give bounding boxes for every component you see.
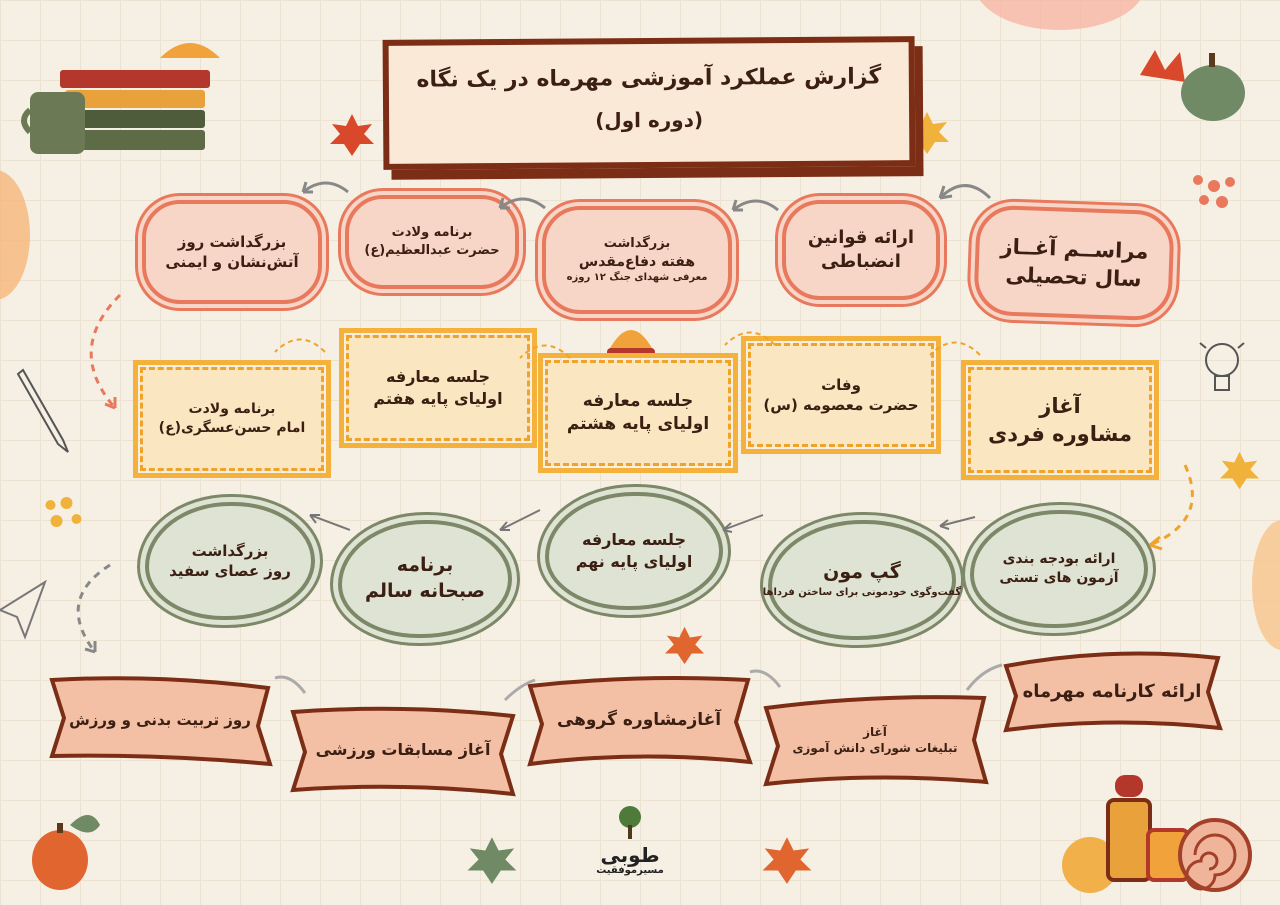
event-defense-week: [542, 206, 732, 314]
arrow-row2-4: [270, 322, 330, 362]
logo-tagline: مسیرموفقیت: [596, 865, 664, 876]
pumpkin-icon: [25, 805, 105, 890]
event-line: آغاز مسابقات ورزشی: [315, 740, 491, 760]
leaf-icon: [1220, 450, 1260, 490]
event-line: روز عصای سفید: [169, 562, 291, 580]
decor-pumpkin-left: [0, 170, 30, 300]
event-line: ارائه قوانین: [807, 226, 915, 248]
dots-icon: [40, 495, 95, 535]
event-line: آغازمشاوره گروهی: [556, 709, 722, 730]
logo: [590, 805, 670, 890]
event-line: اولیای پایه هشتم: [566, 414, 710, 434]
arrow-row4-2: [745, 662, 785, 692]
event-masoumeh-passing: [748, 343, 934, 447]
event-line: جلسه معارفه: [582, 530, 686, 550]
event-line: آزمون های تستی: [999, 570, 1119, 586]
leaf-icon: [760, 835, 815, 885]
event-gap-mon: [762, 520, 962, 640]
event-white-cane-day: [145, 502, 315, 620]
event-start-school-year: [973, 205, 1175, 322]
event-line: سال تحصیلی: [1005, 262, 1142, 292]
event-line: آغاز: [863, 724, 887, 739]
event-grade7-parents: [346, 335, 530, 441]
event-grade9-parents: [545, 492, 723, 610]
event-line: امام حسن‌عسگری(ع): [158, 420, 306, 436]
event-line: برنامه ولادت: [188, 401, 276, 418]
event-line: آغاز: [1039, 393, 1081, 418]
lantern-pumpkin-icon: [1060, 770, 1260, 895]
event-line: معرفی شهدای جنگ ۱۲ روزه: [566, 272, 708, 284]
event-discipline-rules: [782, 200, 940, 300]
event-line: برنامه: [396, 554, 454, 577]
event-line: مراســم آغــاز: [1000, 234, 1149, 264]
event-healthy-breakfast: [338, 520, 512, 638]
event-line: جلسه معارفه: [386, 367, 490, 387]
arrow-row3-1: [935, 512, 980, 532]
arrow-row1-4: [298, 172, 353, 202]
leaf-icon: [465, 835, 520, 885]
event-line: اولیای پایه هفتم: [373, 389, 503, 408]
hat-icon: [605, 322, 657, 360]
dots-icon: [1190, 172, 1240, 212]
event-firefighter-day: [142, 200, 322, 304]
event-abdolazim-birth: [345, 195, 519, 289]
event-line: گفت‌وگوی خودمونی برای ساختن فرداها: [762, 587, 962, 599]
arrow-row2-3: [515, 328, 575, 368]
event-line: تبلیغات شورای دانش آموزی: [792, 741, 958, 755]
arrow-row3-to-row4: [55, 560, 115, 660]
page-subtitle: (دوره اول): [595, 107, 704, 133]
decor-blob-top-right: [975, 0, 1145, 30]
arrow-row3-4: [305, 510, 355, 535]
event-imam-hasan-birth: [140, 367, 324, 471]
event-line: بزرگداشت روز: [177, 232, 287, 251]
event-line: صبحانه سالم: [364, 580, 486, 602]
arrow-row4-1: [962, 660, 1007, 695]
event-line: آتش‌نشان و ایمنی: [165, 253, 299, 271]
arrow-row1-3: [495, 188, 550, 218]
event-line: حضرت عبدالعظیم(ع): [364, 243, 500, 258]
event-group-counseling: [524, 670, 754, 770]
arrow-row2-2: [720, 315, 780, 355]
arrow-row1-2: [728, 190, 783, 220]
books-mug-icon: [20, 30, 220, 160]
event-mehr-report-card: [998, 646, 1226, 738]
event-line: مشاوره فردی: [988, 422, 1132, 446]
event-line: ارائه کارنامه مهرماه: [1022, 680, 1202, 702]
event-line: اولیای پایه نهم: [575, 552, 693, 571]
event-grade8-parents: [545, 360, 731, 466]
leaf-icon: [330, 112, 375, 157]
event-test-budget: [970, 510, 1148, 628]
arrow-row1-1: [935, 168, 995, 208]
event-student-council: [760, 690, 990, 790]
arrow-row1-to-row2: [65, 290, 135, 415]
event-line: ارائه بودجه بندی: [1002, 551, 1116, 568]
event-line: انضباطی: [821, 251, 901, 272]
event-individual-counseling: [968, 367, 1152, 473]
pumpkin-icon: [1135, 45, 1245, 125]
arrow-row3-2: [718, 510, 768, 535]
event-sports-competitions: [287, 700, 519, 800]
arrow-row2-to-row3: [1140, 460, 1210, 560]
event-physical-education-day: [46, 670, 274, 770]
decor-blob-right: [1252, 520, 1280, 650]
event-line: بزرگداشت: [191, 541, 269, 560]
event-line: جلسه معارفه: [582, 391, 694, 412]
logo-name: طوبی: [600, 843, 660, 867]
paper-plane-icon: [0, 580, 50, 640]
event-line: گپ مون: [823, 561, 901, 584]
arrow-row4-4: [270, 668, 310, 698]
event-line: بزرگداشت: [603, 236, 671, 252]
event-line: هفته دفاع‌مقدس: [578, 253, 696, 270]
arrow-row2-1: [925, 325, 985, 365]
tree-icon: [610, 805, 650, 841]
arrow-row4-3: [500, 675, 540, 705]
leaf-icon: [665, 620, 705, 670]
page-title: گزارش عملکرد آموزشی مهرماه در یک نگاه: [416, 64, 882, 93]
lightbulb-icon: [1195, 335, 1250, 405]
event-line: روز تربیت بدنی و ورزش: [69, 710, 251, 729]
event-line: حضرت معصومه (س): [763, 396, 919, 414]
event-line: وفات: [821, 375, 861, 394]
event-line: برنامه ولادت: [391, 225, 473, 241]
title-board: [383, 36, 916, 170]
arrow-row3-3: [495, 505, 545, 535]
